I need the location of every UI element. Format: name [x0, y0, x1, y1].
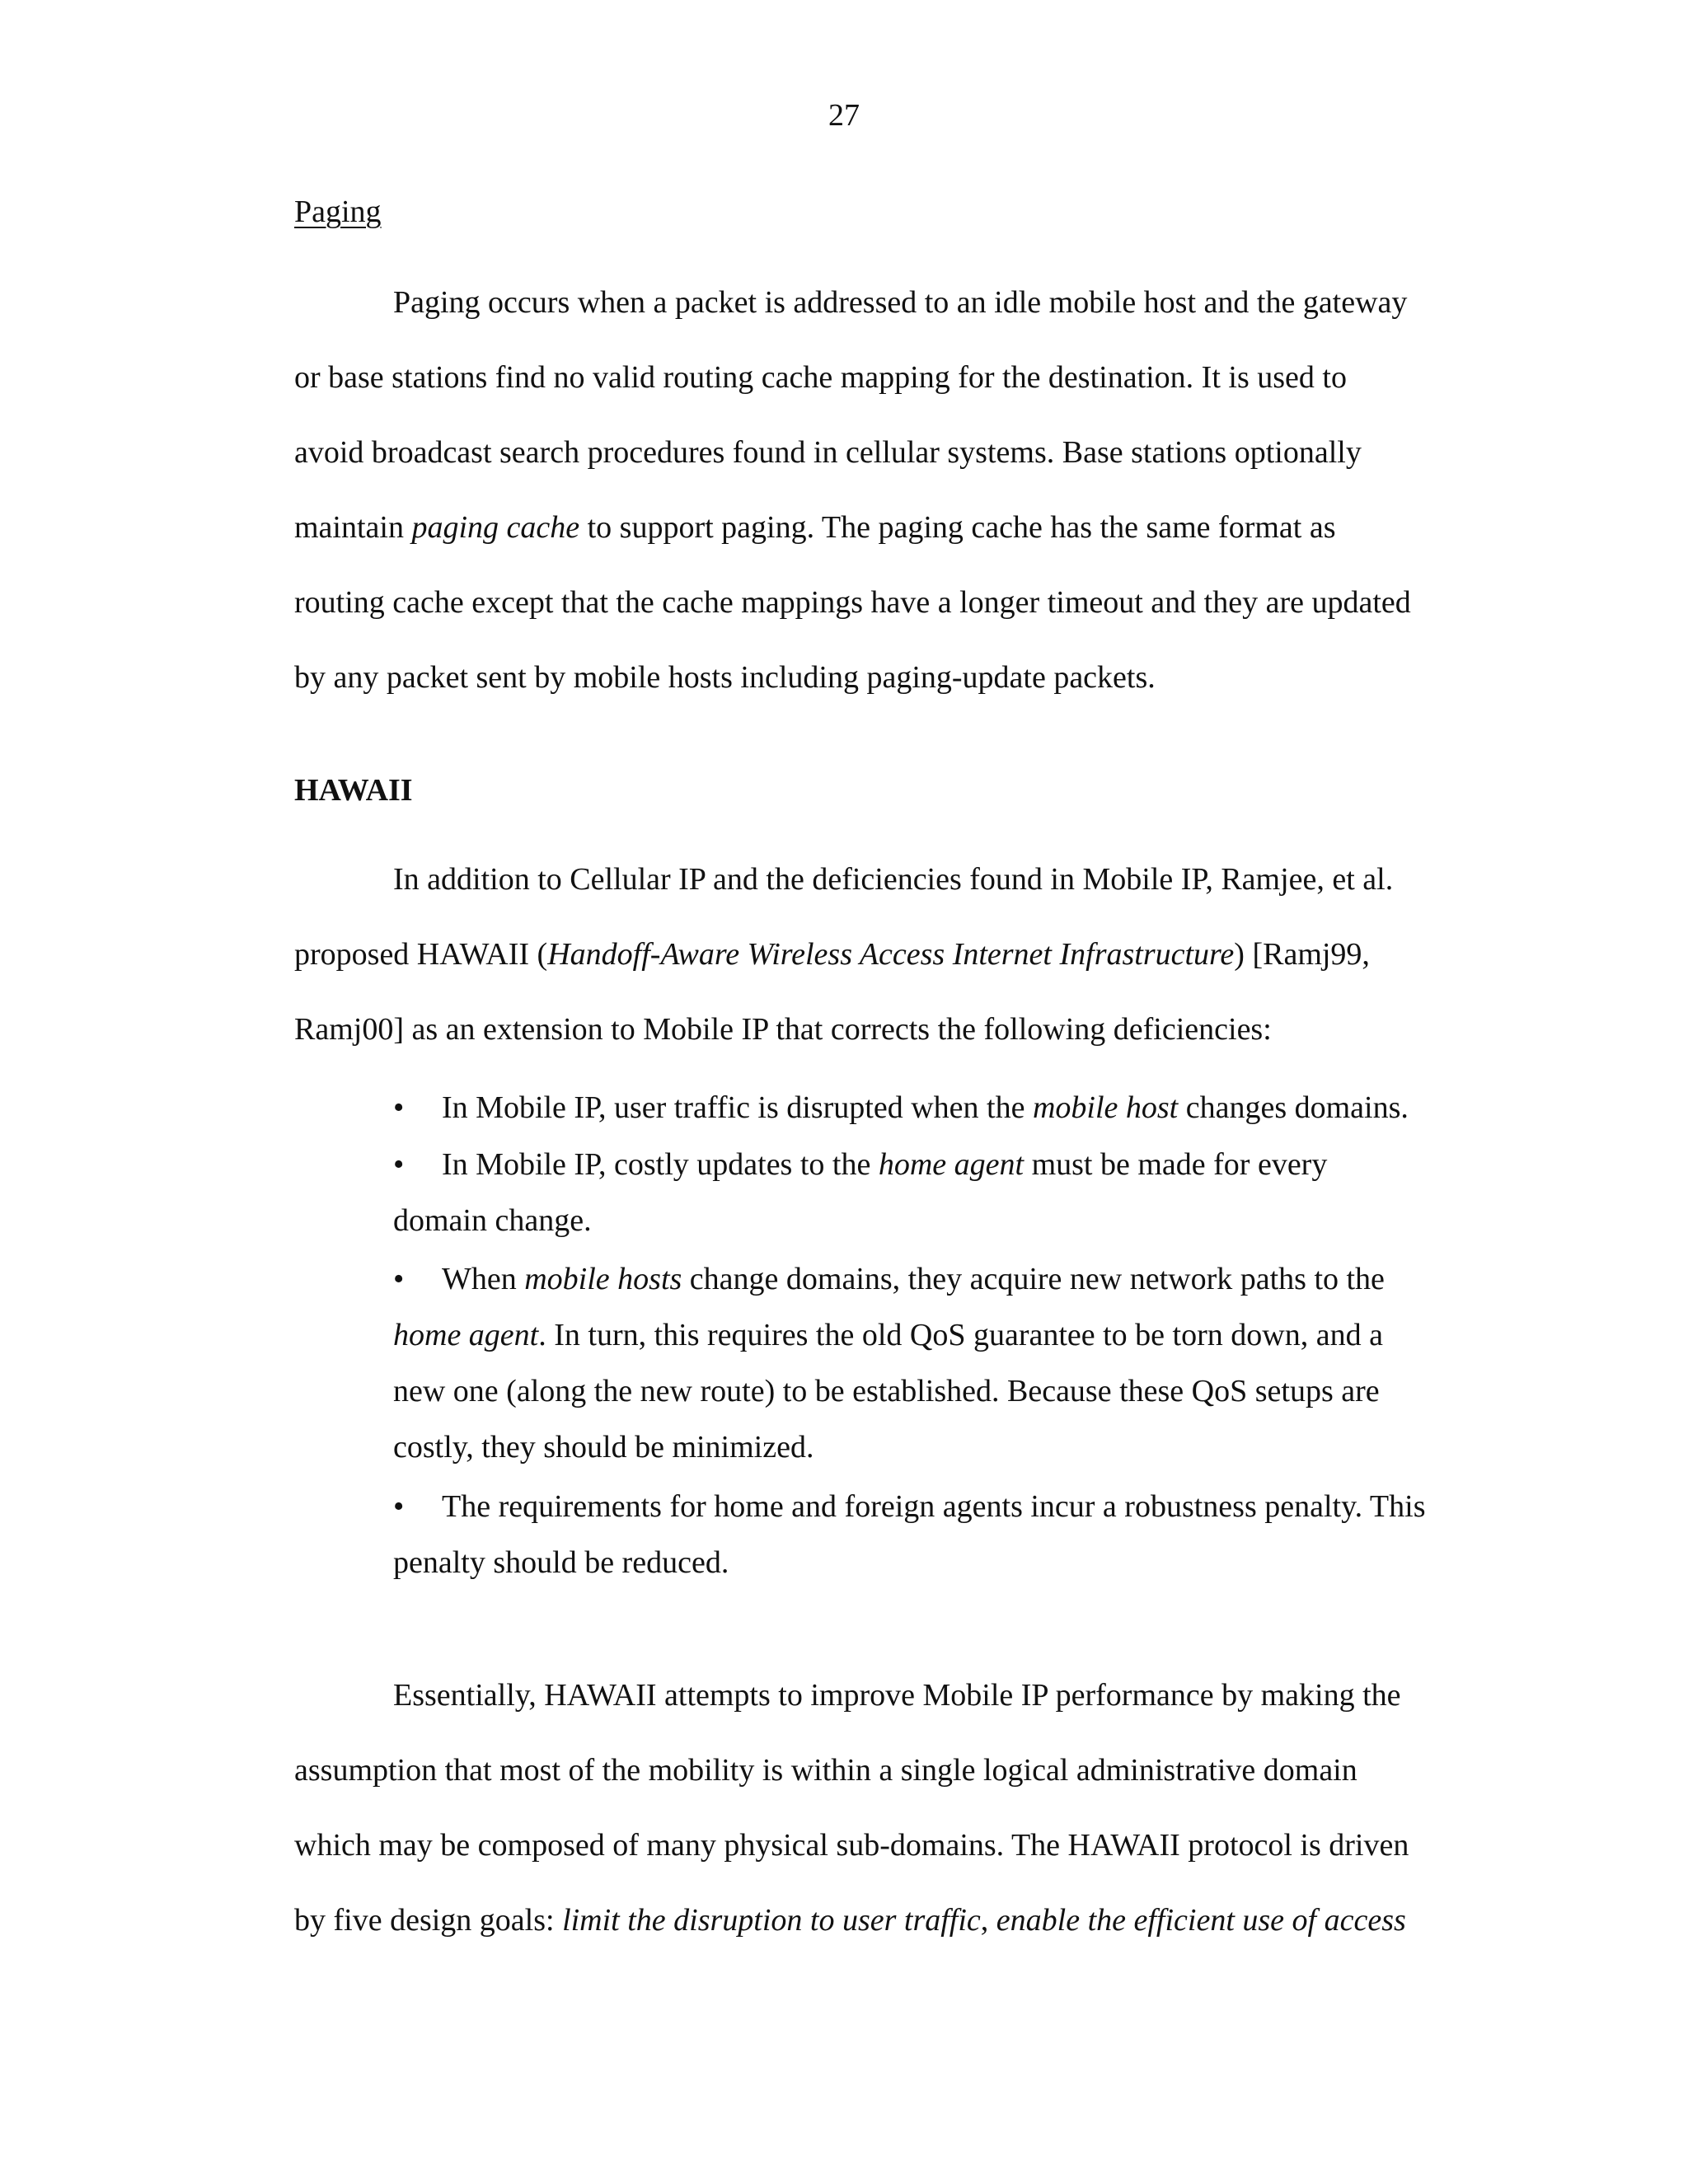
- bullet-continuation: new one (along the new route) to be established. Because these QoS setups are: [393, 1374, 1380, 1408]
- section-heading-paging: Paging: [294, 194, 382, 229]
- paragraph-line: routing cache except that the cache mappings have a longer timeout and they are updated: [294, 585, 1411, 620]
- paragraph-line: by any packet sent by mobile hosts including paging-update packets.: [294, 660, 1156, 695]
- paragraph-line: Paging occurs when a packet is addressed to an idle mobile host and the gateway: [393, 285, 1408, 320]
- paragraph-line: by five design goals: limit the disruption to user traffic, enable the efficient use of access: [294, 1903, 1406, 1938]
- italic-term: paging cache: [411, 510, 580, 545]
- bullet-marker: •: [393, 1090, 405, 1125]
- paragraph-line: proposed HAWAII (Handoff-Aware Wireless Access Internet Infrastructure) [Ramj99,: [294, 937, 1370, 972]
- bullet-continuation: domain change.: [393, 1203, 592, 1238]
- paragraph-line: which may be composed of many physical sub-domains. The HAWAII protocol is driven: [294, 1828, 1409, 1863]
- paragraph-line: assumption that most of the mobility is within a single logical administrative domain: [294, 1753, 1357, 1788]
- italic-term: mobile host: [1032, 1090, 1179, 1125]
- paragraph-line: avoid broadcast search procedures found in cellular systems. Base stations optionally: [294, 435, 1362, 470]
- page-number: 27: [828, 98, 860, 133]
- bullet-item: In Mobile IP, costly updates to the home agent must be made for every: [442, 1147, 1328, 1182]
- section-heading-hawaii: HAWAII: [294, 773, 413, 808]
- bullet-continuation: costly, they should be minimized.: [393, 1430, 814, 1465]
- bullet-continuation: home agent. In turn, this requires the old QoS guarantee to be torn down, and a: [393, 1318, 1383, 1352]
- paragraph-line: Ramj00] as an extension to Mobile IP that corrects the following deficiencies:: [294, 1012, 1272, 1047]
- bullet-marker: •: [393, 1489, 405, 1524]
- bullet-continuation: penalty should be reduced.: [393, 1545, 729, 1580]
- italic-term: home agent: [878, 1147, 1025, 1182]
- paragraph-line: or base stations find no valid routing cache mapping for the destination. It is used to: [294, 360, 1347, 395]
- italic-term: enable the efficient use of access: [996, 1903, 1406, 1938]
- italic-term: Handoff-Aware Wireless Access Internet Infrastructure: [547, 937, 1235, 972]
- italic-term: home agent: [393, 1318, 539, 1352]
- bullet-item: When mobile hosts change domains, they acquire new network paths to the: [442, 1262, 1385, 1296]
- bullet-item: The requirements for home and foreign agents incur a robustness penalty. This: [442, 1489, 1426, 1524]
- bullet-item: In Mobile IP, user traffic is disrupted when the mobile host changes domains.: [442, 1090, 1409, 1125]
- paragraph-line: In addition to Cellular IP and the deficiencies found in Mobile IP, Ramjee, et al.: [393, 862, 1394, 897]
- italic-term: mobile hosts: [524, 1262, 682, 1296]
- paragraph-line: Essentially, HAWAII attempts to improve Mobile IP performance by making the: [393, 1678, 1401, 1713]
- italic-term: limit the disruption to user traffic: [562, 1903, 981, 1938]
- paragraph-line: maintain paging cache to support paging. The paging cache has the same format as: [294, 510, 1336, 545]
- bullet-marker: •: [393, 1262, 405, 1296]
- bullet-marker: •: [393, 1147, 405, 1182]
